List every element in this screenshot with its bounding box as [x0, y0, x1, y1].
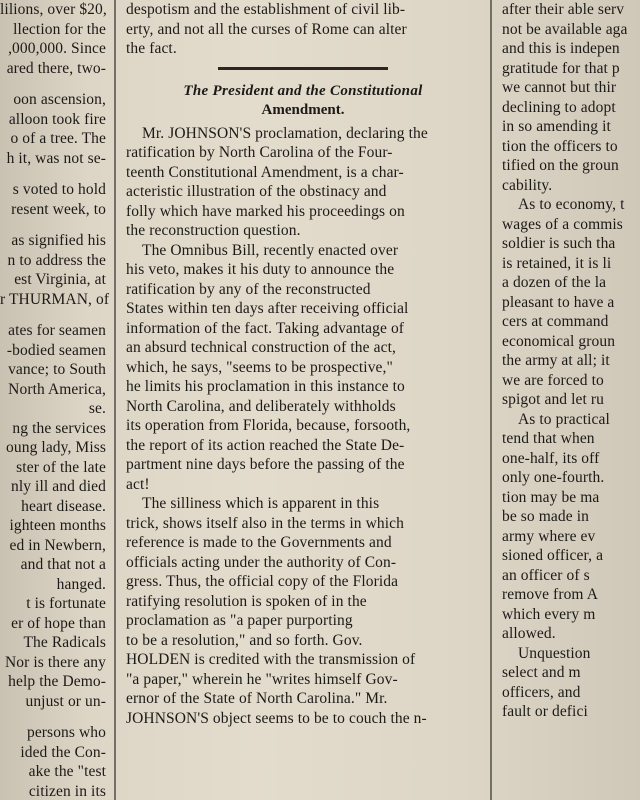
text-line: cability.: [502, 176, 553, 194]
text-line: alloon took fire: [8, 110, 106, 128]
text-line: officials acting under the authority of Con-: [126, 553, 397, 571]
text-line: ed in Newbern,: [9, 536, 106, 554]
text-line: cers at command: [502, 313, 609, 330]
text-line: ratification by North Carolina of the Four-: [126, 144, 393, 161]
text-line: llection for the: [13, 20, 106, 38]
text-line: soldier is such tha: [502, 235, 616, 252]
left-column: [0, 0, 110, 800]
text-line: North Carolina, and deliberately withholds: [126, 397, 396, 415]
text-line: vance; to South: [8, 361, 106, 378]
text-line: which, he says, "seems to be prospective,": [126, 358, 393, 376]
text-line: ng the services: [12, 419, 106, 437]
text-line: tend that when: [502, 430, 595, 447]
text-line: s voted to hold: [12, 181, 106, 198]
text-line: unjust or un-: [25, 692, 106, 710]
text-line: only one-fourth.: [502, 469, 605, 486]
text-line: and this is indepen: [502, 40, 620, 57]
text-line: economical groun: [502, 332, 616, 350]
text-line: t is fortunate: [26, 595, 106, 612]
text-line: HOLDEN is credited with the transmission of: [126, 651, 416, 668]
text-line: spigot and let ru: [502, 391, 605, 408]
text-line: help the Demo-: [8, 673, 106, 690]
text-line: teenth Constitutional Amendment, is a char-: [126, 163, 404, 181]
text-line: allowed.: [502, 625, 556, 642]
paragraph-gap: [0, 309, 110, 321]
text-line: the army at all; it: [502, 352, 610, 369]
text-line: the fact.: [126, 40, 177, 57]
text-line: after their able serv: [502, 1, 625, 18]
text-line: he limits his proclamation in this instance to: [126, 378, 405, 395]
text-line: r THURMAN, of: [0, 290, 110, 308]
text-line: information of the fact. Taking advantage of: [126, 319, 405, 337]
text-line: an officer of s: [502, 566, 590, 584]
text-line: JOHNSON'S object seems to be to couch the n-: [126, 709, 427, 727]
text-line: ided the Con-: [20, 743, 106, 761]
text-line: act!: [126, 475, 150, 493]
text-line: we cannot but thir: [502, 79, 617, 96]
text-line: ared there, two-: [6, 59, 106, 77]
text-line: pleasant to have a: [502, 293, 615, 311]
text-line: -bodied seamen: [6, 341, 106, 359]
paragraph-gap: [0, 78, 110, 90]
text-line: tified on the groun: [502, 157, 619, 174]
text-line: an absurd technical construction of the act,: [126, 339, 396, 356]
text-line: trick, shows itself also in the terms in which: [126, 514, 404, 532]
text-line: o of a tree. The: [10, 130, 106, 147]
text-line: ake the "test: [28, 763, 106, 780]
text-line: citizen in its: [28, 782, 106, 800]
text-line: est Virginia, at: [14, 271, 106, 288]
text-line: gress. Thus, the official copy of the Florida: [126, 573, 399, 590]
text-line: select and m: [502, 664, 581, 681]
article-headline: The President and the Constitutional: [183, 82, 423, 99]
text-line: North America,: [8, 380, 106, 398]
text-line: is retained, it is li: [502, 254, 612, 272]
text-line: officers, and: [502, 683, 581, 701]
text-line: folly which have marked his proceedings on: [126, 202, 405, 220]
text-line: ,000,000. Since: [8, 40, 106, 57]
text-line: The Radicals: [23, 634, 106, 651]
text-line: tion the officers to: [502, 137, 618, 155]
text-line: and that not a: [20, 556, 106, 573]
text-line: Unquestion: [518, 644, 591, 662]
text-line: sioned officer, a: [502, 547, 604, 564]
text-line: ates for seamen: [8, 322, 106, 339]
text-line: gratitude for that p: [502, 59, 620, 77]
text-line: heart disease.: [21, 497, 106, 515]
text-line: hanged.: [56, 575, 106, 593]
text-line: the reconstruction question.: [126, 222, 301, 239]
text-line: As to practical: [518, 410, 610, 428]
text-line: oung lady, Miss: [6, 439, 106, 456]
text-line: we are forced to: [502, 371, 604, 389]
text-line: se.: [88, 400, 106, 417]
text-line: be so made in: [502, 508, 589, 525]
text-line: wages of a commis: [502, 215, 623, 233]
text-line: acteristic illustration of the obstinacy and: [126, 183, 387, 200]
article-headline-sub: Amendment.: [261, 101, 345, 118]
text-line: army where ev: [502, 527, 596, 545]
text-line: its operation from Florida, because, forsooth,: [126, 417, 411, 434]
text-line: reference is made to the Governments and: [126, 534, 392, 551]
text-line: The silliness which is apparent in this: [142, 495, 380, 512]
text-line: ster of the late: [16, 458, 106, 476]
article-continuation: [120, 0, 486, 59]
text-line: one-half, its off: [502, 449, 600, 467]
text-line: ratification by any of the reconstructed: [126, 280, 371, 298]
text-line: partment nine days before the passing of the: [126, 456, 405, 473]
text-line: which every m: [502, 605, 596, 623]
text-line: declining to adopt: [502, 98, 616, 116]
text-line: persons who: [26, 724, 106, 741]
text-line: h it, was not se-: [6, 149, 106, 167]
text-line: oon ascension,: [13, 91, 106, 108]
text-line: ratifying resolution is spoken of in the: [126, 592, 367, 610]
text-line: despotism and the establishment of civil lib-: [126, 1, 406, 18]
text-line: ernor of the State of North Carolina." Mr.: [126, 690, 388, 707]
article-divider: [218, 67, 388, 70]
text-line: tion may be ma: [502, 488, 600, 506]
paragraph-gap: [0, 711, 110, 723]
text-line: nly ill and died: [10, 478, 106, 495]
text-line: his veto, makes it his duty to announce the: [126, 261, 395, 278]
text-line: in so amending it: [502, 118, 611, 135]
column-rule: [114, 0, 116, 800]
text-line: a dozen of the la: [502, 274, 607, 291]
text-line: as signified his: [11, 232, 106, 249]
text-line: n to address the: [7, 251, 106, 269]
text-line: the report of its action reached the State De-: [126, 436, 405, 454]
text-line: not be available aga: [502, 20, 628, 38]
middle-column: [120, 0, 486, 800]
text-line: Nor is there any: [4, 653, 106, 671]
right-column: [496, 0, 640, 800]
text-line: ighteen months: [9, 517, 106, 534]
text-line: States within ten days after receiving official: [126, 300, 409, 317]
paragraph-gap: [0, 219, 110, 231]
text-line: Mr. JOHNSON'S proclamation, declaring the: [142, 124, 428, 142]
article-body: [120, 124, 486, 729]
text-line: The Omnibus Bill, recently enacted over: [142, 241, 399, 259]
text-line: proclamation as "a paper purporting: [126, 612, 353, 629]
text-line: As to economy, t: [518, 196, 625, 213]
text-line: resent week, to: [11, 200, 106, 218]
text-line: erty, and not all the curses of Rome can alter: [126, 20, 407, 38]
text-line: er of hope than: [11, 614, 106, 632]
text-line: lilions, over $20,: [0, 1, 107, 18]
text-line: to be a resolution," and so forth. Gov.: [126, 631, 363, 649]
text-line: "a paper," wherein he "writes himself Gov-: [126, 670, 398, 688]
paragraph-gap: [0, 168, 110, 180]
text-line: fault or defici: [502, 703, 588, 720]
text-line: remove from A: [502, 586, 598, 603]
column-rule: [490, 0, 492, 800]
